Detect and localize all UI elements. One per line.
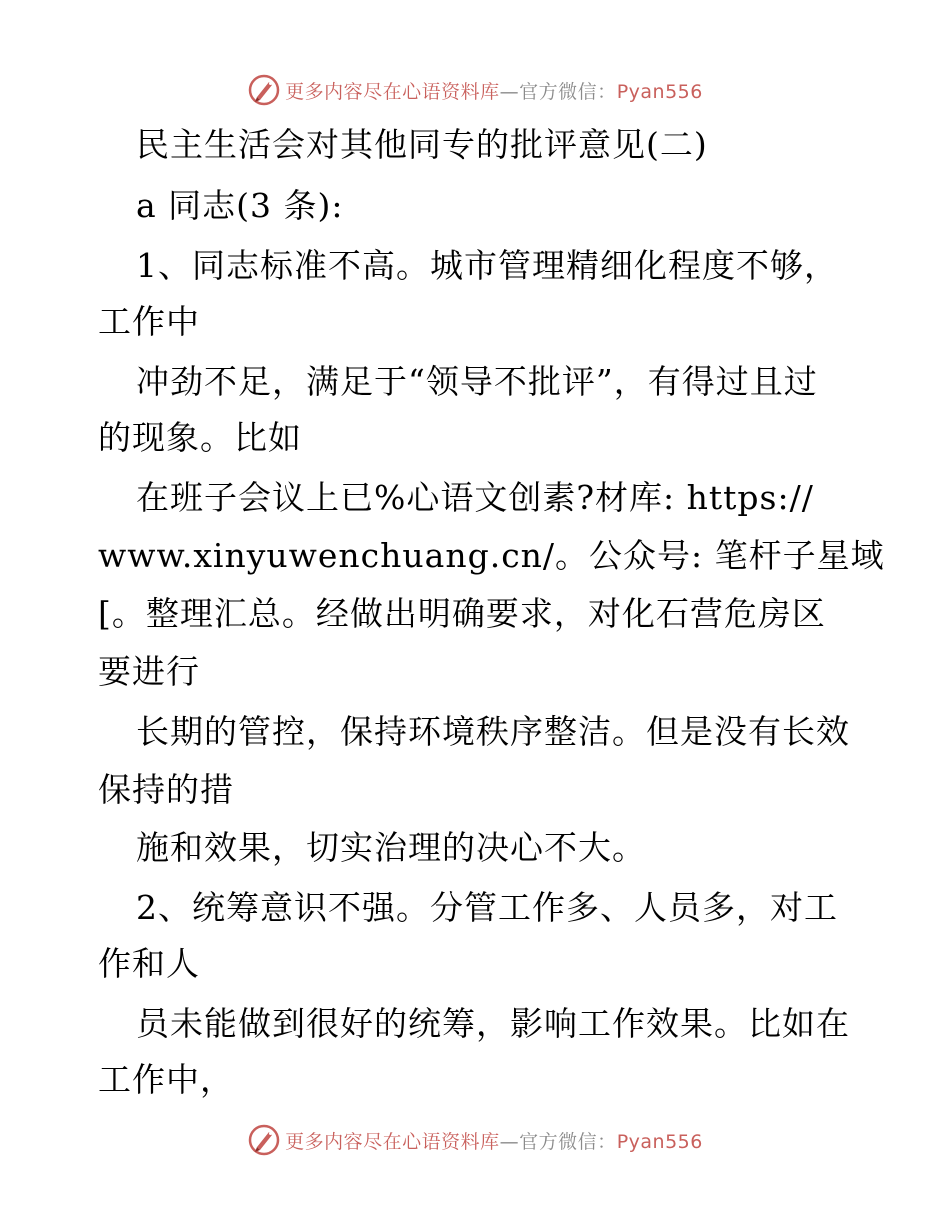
paragraph-line: 要进行 [98,652,200,691]
paragraph-line: 冲劲不足，满足于“领导不批评”，有得过且过 [136,362,818,401]
paragraph-line: 员未能做到很好的统筹，影响工作效果。比如在 [136,1004,850,1043]
document-title: 民主生活会对其他同专的批评意见(二) [136,125,708,164]
paragraph-line: 的现象。比如 [98,418,302,457]
paragraph-line: 保持的措 [98,770,234,809]
footer-watermark [0,1120,950,1160]
paragraph-line: [。整理汇总。经做出明确要求，对化石营危房区 [98,594,826,633]
header-watermark [0,70,950,110]
watermark-text: 更多内容尽在心语资料库—官方微信：Pyan556 [285,80,703,103]
paragraph-line: 2、统筹意识不强。分管工作多、人员多，对工 [136,888,838,927]
paragraph-line: 作和人 [98,944,200,983]
paragraph-line: a 同志(3 条): [136,186,344,225]
paragraph-line: 在班子会议上已%心语文创素?材库: https:// [136,478,814,517]
paragraph-line: 工作中， [98,1060,234,1099]
paragraph-line: 1、同志标准不高。城市管理精细化程度不够， [136,246,838,285]
pen-logo-icon [247,1123,281,1157]
paragraph-line: www.xinyuwenchuang.cn/。公众号: 笔杆子星域 [98,536,885,575]
paragraph-line: 施和效果，切实治理的决心不大。 [136,828,646,867]
paragraph-line: 长期的管控，保持环境秩序整洁。但是没有长效 [136,712,850,751]
pen-logo-icon [247,73,281,107]
paragraph-line: 工作中 [98,302,200,341]
watermark-text: 更多内容尽在心语资料库—官方微信：Pyan556 [285,1130,703,1153]
